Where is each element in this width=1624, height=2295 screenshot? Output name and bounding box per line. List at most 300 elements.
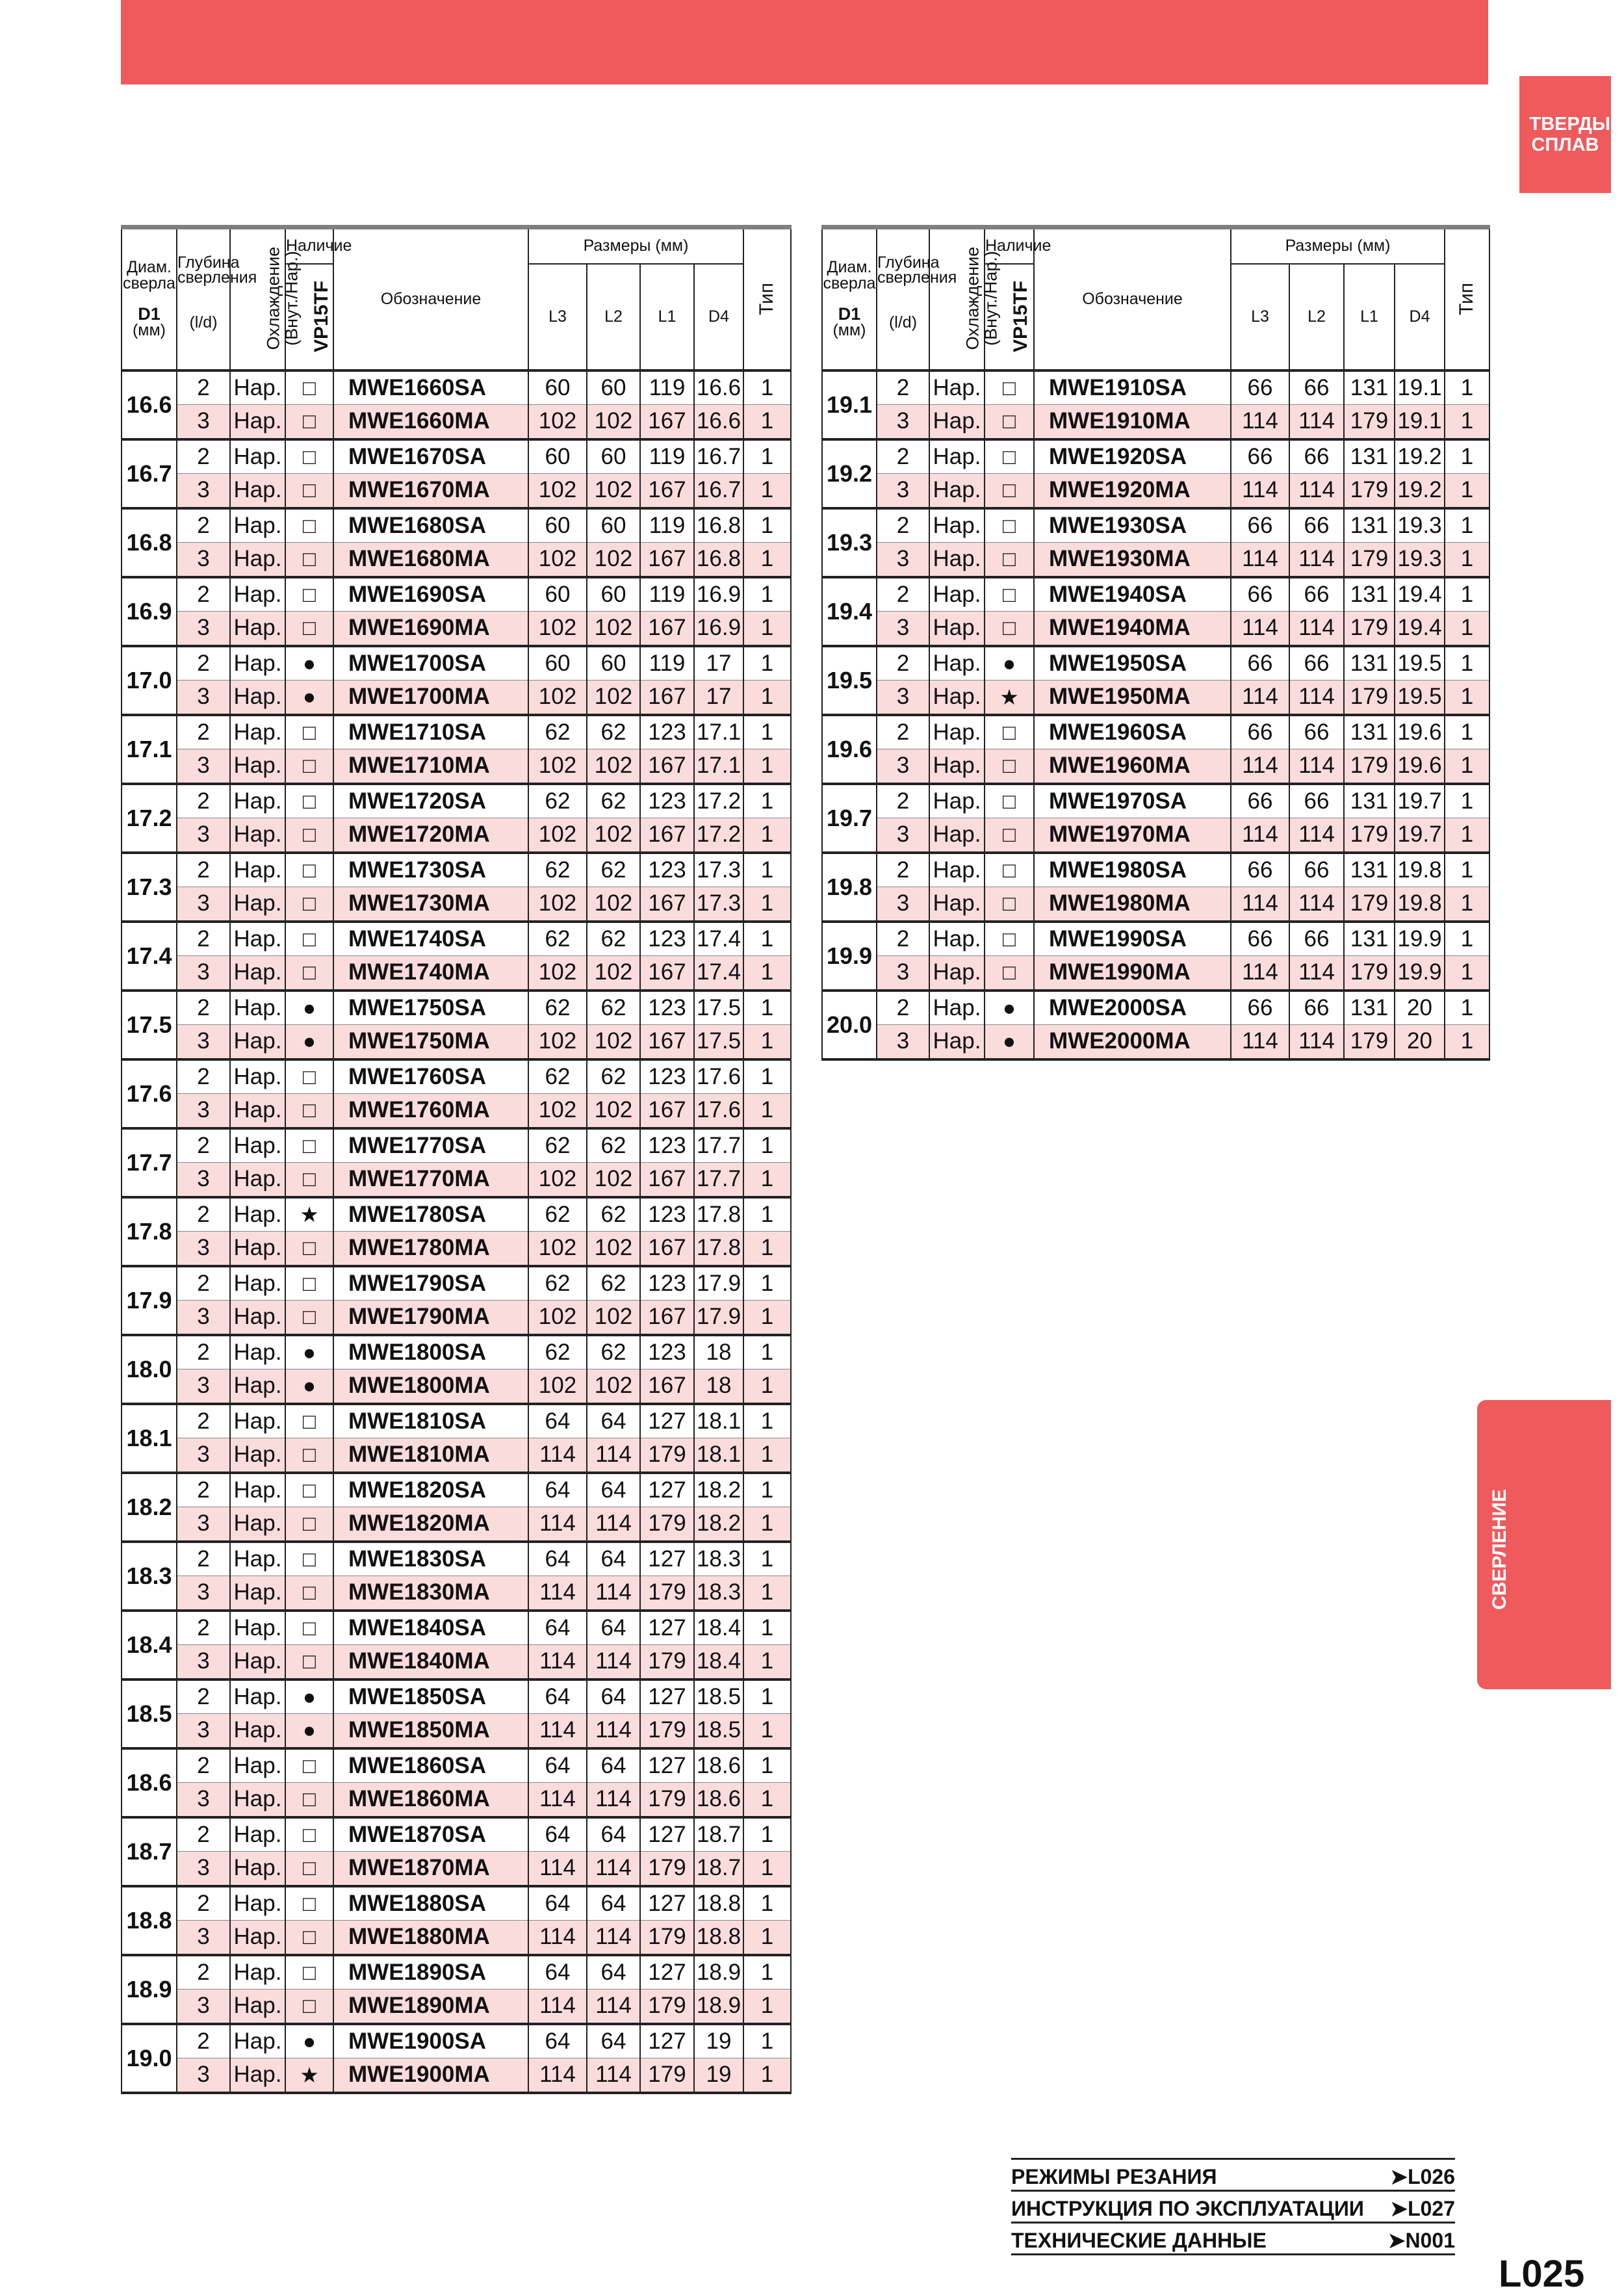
designation-cell: MWE1940MA xyxy=(1034,612,1231,646)
l2-cell: 64 xyxy=(587,1542,640,1576)
table-row xyxy=(122,1852,791,1886)
table-row xyxy=(822,508,1489,543)
cooling-cell: Нар. xyxy=(230,1369,285,1404)
l2-cell: 64 xyxy=(587,1404,640,1438)
cooling-cell: Нар. xyxy=(230,1542,285,1576)
depth-cell: 2 xyxy=(177,1542,230,1576)
availability-symbol: □ xyxy=(985,887,1034,922)
l3-cell: 114 xyxy=(1231,681,1289,715)
l1-cell: 179 xyxy=(640,1645,694,1679)
designation-cell: MWE1780SA xyxy=(333,1197,528,1232)
col-depth: Глубина сверления (l/d) xyxy=(877,227,929,370)
table-row xyxy=(122,1197,791,1232)
cooling-cell: Нар. xyxy=(230,956,285,991)
col-diameter: Диам. сверла D1 (мм) xyxy=(822,227,877,370)
col-availability: Наличие xyxy=(285,227,333,264)
l3-cell: 64 xyxy=(528,1955,587,1990)
l2-cell: 60 xyxy=(587,370,640,405)
l3-cell: 64 xyxy=(528,1611,587,1645)
cooling-cell: Нар. xyxy=(230,1335,285,1369)
l2-cell: 64 xyxy=(587,1473,640,1507)
depth-cell: 2 xyxy=(177,1128,230,1163)
designation-cell: MWE1890SA xyxy=(333,1955,528,1990)
l1-cell: 179 xyxy=(1344,405,1395,439)
footer-link-instructions[interactable]: ИНСТРУКЦИЯ ПО ЭКСПЛУАТАЦИИ ➤L027 xyxy=(1011,2192,1455,2224)
cooling-cell: Нар. xyxy=(929,853,985,887)
table-row xyxy=(122,749,791,784)
table-row xyxy=(122,922,791,956)
drill-diameter: 18.9 xyxy=(122,1955,177,2024)
d4-cell: 18.8 xyxy=(694,1886,743,1921)
drill-diameter: 18.2 xyxy=(122,1473,177,1542)
depth-cell: 3 xyxy=(177,749,230,784)
l3-cell: 114 xyxy=(528,1645,587,1679)
type-cell: 1 xyxy=(1445,853,1489,887)
cooling-cell: Нар. xyxy=(230,1438,285,1473)
drill-diameter: 17.9 xyxy=(122,1266,177,1335)
type-cell: 1 xyxy=(743,405,791,439)
type-cell: 1 xyxy=(1445,922,1489,956)
l3-cell: 64 xyxy=(528,2024,587,2058)
cooling-cell: Нар. xyxy=(230,818,285,853)
d4-cell: 18.2 xyxy=(694,1473,743,1507)
depth-cell: 2 xyxy=(877,853,929,887)
drill-diameter: 16.8 xyxy=(122,508,177,577)
cooling-cell: Нар. xyxy=(929,405,985,439)
l2-cell: 64 xyxy=(587,1886,640,1921)
drill-diameter: 19.3 xyxy=(822,508,877,577)
l1-cell: 179 xyxy=(640,1576,694,1611)
designation-cell: MWE1720MA xyxy=(333,818,528,853)
availability-symbol: □ xyxy=(985,612,1034,646)
designation-cell: MWE1930MA xyxy=(1034,543,1231,577)
d4-cell: 17 xyxy=(694,646,743,681)
l1-cell: 167 xyxy=(640,1232,694,1266)
drill-diameter: 18.4 xyxy=(122,1611,177,1679)
type-cell: 1 xyxy=(743,1266,791,1301)
depth-cell: 3 xyxy=(877,681,929,715)
availability-symbol: □ xyxy=(285,1473,333,1507)
l3-cell: 102 xyxy=(528,405,587,439)
type-cell: 1 xyxy=(743,1714,791,1748)
table-row xyxy=(122,1473,791,1507)
l1-cell: 131 xyxy=(1344,508,1395,543)
table-row xyxy=(122,681,791,715)
type-cell: 1 xyxy=(743,922,791,956)
section-tab-label: СВЕРЛЕНИЕ xyxy=(1489,1489,1510,1610)
table-row xyxy=(122,1611,791,1645)
footer-link-technical[interactable]: ТЕХНИЧЕСКИЕ ДАННЫЕ ➤N001 xyxy=(1011,2224,1455,2255)
d4-cell: 19.5 xyxy=(1395,646,1445,681)
depth-cell: 3 xyxy=(177,681,230,715)
l3-cell: 60 xyxy=(528,577,587,612)
designation-cell: MWE1870SA xyxy=(333,1817,528,1852)
designation-cell: MWE1840SA xyxy=(333,1611,528,1645)
designation-cell: MWE1720SA xyxy=(333,784,528,818)
table-row xyxy=(122,1645,791,1679)
l1-cell: 167 xyxy=(640,956,694,991)
drill-diameter: 19.4 xyxy=(822,577,877,646)
col-l1: L1 xyxy=(640,264,694,370)
d4-cell: 17.1 xyxy=(694,749,743,784)
designation-cell: MWE1880SA xyxy=(333,1886,528,1921)
drill-diameter: 17.3 xyxy=(122,853,177,922)
l1-cell: 179 xyxy=(1344,612,1395,646)
designation-cell: MWE2000SA xyxy=(1034,991,1231,1025)
l3-cell: 66 xyxy=(1231,370,1289,405)
type-cell: 1 xyxy=(1445,818,1489,853)
type-cell: 1 xyxy=(743,1232,791,1266)
table-row xyxy=(122,508,791,543)
table-row xyxy=(122,577,791,612)
d4-cell: 17.9 xyxy=(694,1301,743,1335)
type-cell: 1 xyxy=(1445,956,1489,991)
l3-cell: 62 xyxy=(528,1059,587,1094)
designation-cell: MWE1710SA xyxy=(333,715,528,749)
type-cell: 1 xyxy=(743,2058,791,2093)
l1-cell: 179 xyxy=(640,1438,694,1473)
availability-symbol: ★ xyxy=(285,2058,333,2093)
availability-symbol: ● xyxy=(985,991,1034,1025)
type-cell: 1 xyxy=(743,370,791,405)
l2-cell: 60 xyxy=(587,508,640,543)
l2-cell: 66 xyxy=(1289,853,1344,887)
table-row xyxy=(822,405,1489,439)
designation-cell: MWE1940SA xyxy=(1034,577,1231,612)
type-cell: 1 xyxy=(743,887,791,922)
availability-symbol: □ xyxy=(285,508,333,543)
table-row xyxy=(122,715,791,749)
depth-cell: 3 xyxy=(177,1438,230,1473)
l3-cell: 62 xyxy=(528,1266,587,1301)
availability-symbol: □ xyxy=(285,1542,333,1576)
l1-cell: 127 xyxy=(640,1542,694,1576)
cooling-cell: Нар. xyxy=(230,1852,285,1886)
d4-cell: 18.5 xyxy=(694,1714,743,1748)
cooling-cell: Нар. xyxy=(230,1163,285,1197)
l2-cell: 102 xyxy=(587,1094,640,1128)
cooling-cell: Нар. xyxy=(230,1921,285,1955)
type-cell: 1 xyxy=(743,1611,791,1645)
cooling-cell: Нар. xyxy=(929,1025,985,1059)
cooling-cell: Нар. xyxy=(929,612,985,646)
type-cell: 1 xyxy=(1445,681,1489,715)
availability-symbol: ● xyxy=(285,1714,333,1748)
l1-cell: 119 xyxy=(640,370,694,405)
table-row xyxy=(122,1507,791,1542)
l1-cell: 127 xyxy=(640,1679,694,1714)
l1-cell: 179 xyxy=(1344,956,1395,991)
l1-cell: 123 xyxy=(640,784,694,818)
table-row xyxy=(122,1542,791,1576)
l2-cell: 114 xyxy=(587,1438,640,1473)
l2-cell: 62 xyxy=(587,1128,640,1163)
l3-cell: 102 xyxy=(528,1301,587,1335)
type-cell: 1 xyxy=(743,577,791,612)
l3-cell: 62 xyxy=(528,991,587,1025)
section-tab-carbide[interactable] xyxy=(1519,76,1624,193)
table-row xyxy=(122,1438,791,1473)
col-cooling: Охлаждение (Внут./Нар.) xyxy=(929,227,985,370)
l2-cell: 102 xyxy=(587,749,640,784)
l2-cell: 102 xyxy=(587,405,640,439)
designation-cell: MWE1780MA xyxy=(333,1232,528,1266)
availability-symbol: □ xyxy=(285,1921,333,1955)
d4-cell: 16.6 xyxy=(694,370,743,405)
l1-cell: 167 xyxy=(640,1369,694,1404)
l1-cell: 131 xyxy=(1344,784,1395,818)
cooling-cell: Нар. xyxy=(230,1817,285,1852)
depth-cell: 3 xyxy=(877,887,929,922)
l2-cell: 114 xyxy=(1289,681,1344,715)
designation-cell: MWE1830SA xyxy=(333,1542,528,1576)
depth-cell: 2 xyxy=(177,922,230,956)
table-row xyxy=(122,2058,791,2093)
d4-cell: 16.9 xyxy=(694,577,743,612)
footer-links xyxy=(1011,2158,1455,2255)
type-cell: 1 xyxy=(743,1197,791,1232)
d4-cell: 18.6 xyxy=(694,1748,743,1783)
drill-diameter: 16.7 xyxy=(122,439,177,508)
cooling-cell: Нар. xyxy=(230,1714,285,1748)
depth-cell: 3 xyxy=(877,956,929,991)
availability-symbol: □ xyxy=(985,818,1034,853)
type-cell: 1 xyxy=(743,1990,791,2024)
d4-cell: 18.5 xyxy=(694,1679,743,1714)
depth-cell: 2 xyxy=(177,646,230,681)
availability-symbol: □ xyxy=(285,922,333,956)
l2-cell: 102 xyxy=(587,818,640,853)
depth-cell: 3 xyxy=(177,1232,230,1266)
l3-cell: 62 xyxy=(528,715,587,749)
drill-diameter: 19.6 xyxy=(822,715,877,784)
cooling-cell: Нар. xyxy=(230,1679,285,1714)
cooling-cell: Нар. xyxy=(929,956,985,991)
designation-cell: MWE1670MA xyxy=(333,474,528,508)
cooling-cell: Нар. xyxy=(929,370,985,405)
drill-diameter: 19.0 xyxy=(122,2024,177,2093)
availability-symbol: □ xyxy=(985,784,1034,818)
l2-cell: 60 xyxy=(587,439,640,474)
d4-cell: 17.5 xyxy=(694,991,743,1025)
col-l3: L3 xyxy=(528,264,587,370)
designation-cell: MWE1850SA xyxy=(333,1679,528,1714)
l3-cell: 114 xyxy=(1231,543,1289,577)
l1-cell: 179 xyxy=(1344,681,1395,715)
l2-cell: 102 xyxy=(587,1163,640,1197)
l2-cell: 62 xyxy=(587,853,640,887)
l2-cell: 60 xyxy=(587,646,640,681)
drill-diameter: 19.5 xyxy=(822,646,877,715)
designation-cell: MWE1890MA xyxy=(333,1990,528,2024)
availability-symbol: □ xyxy=(285,474,333,508)
d4-cell: 17.7 xyxy=(694,1163,743,1197)
l2-cell: 102 xyxy=(587,1301,640,1335)
depth-cell: 3 xyxy=(177,1025,230,1059)
depth-cell: 3 xyxy=(877,1025,929,1059)
col-l3: L3 xyxy=(1231,264,1289,370)
l2-cell: 114 xyxy=(587,1990,640,2024)
drill-diameter: 17.0 xyxy=(122,646,177,715)
l2-cell: 114 xyxy=(1289,405,1344,439)
d4-cell: 17.1 xyxy=(694,715,743,749)
type-cell: 1 xyxy=(743,1473,791,1507)
type-cell: 1 xyxy=(743,1783,791,1817)
depth-cell: 2 xyxy=(177,1266,230,1301)
l2-cell: 114 xyxy=(1289,474,1344,508)
availability-symbol: □ xyxy=(985,853,1034,887)
l1-cell: 123 xyxy=(640,1266,694,1301)
l1-cell: 179 xyxy=(1344,887,1395,922)
depth-cell: 3 xyxy=(877,612,929,646)
drill-diameter: 17.7 xyxy=(122,1128,177,1197)
l2-cell: 62 xyxy=(587,991,640,1025)
cooling-cell: Нар. xyxy=(230,1611,285,1645)
cooling-cell: Нар. xyxy=(230,1197,285,1232)
designation-cell: MWE2000MA xyxy=(1034,1025,1231,1059)
table-row xyxy=(122,1163,791,1197)
l1-cell: 119 xyxy=(640,439,694,474)
type-cell: 1 xyxy=(743,956,791,991)
type-cell: 1 xyxy=(743,1576,791,1611)
col-type: Тип xyxy=(743,227,791,370)
depth-cell: 3 xyxy=(177,1369,230,1404)
depth-cell: 3 xyxy=(177,1094,230,1128)
l1-cell: 167 xyxy=(640,612,694,646)
d4-cell: 18.1 xyxy=(694,1404,743,1438)
l3-cell: 114 xyxy=(1231,956,1289,991)
l2-cell: 66 xyxy=(1289,922,1344,956)
d4-cell: 19.2 xyxy=(1395,439,1445,474)
cooling-cell: Нар. xyxy=(929,991,985,1025)
table-row xyxy=(122,1128,791,1163)
l2-cell: 64 xyxy=(587,1817,640,1852)
l1-cell: 179 xyxy=(1344,474,1395,508)
l2-cell: 102 xyxy=(587,474,640,508)
drill-diameter: 18.0 xyxy=(122,1335,177,1404)
designation-cell: MWE1730SA xyxy=(333,853,528,887)
l3-cell: 66 xyxy=(1231,715,1289,749)
availability-symbol: □ xyxy=(285,1128,333,1163)
drill-diameter: 19.2 xyxy=(822,439,877,508)
designation-cell: MWE1920MA xyxy=(1034,474,1231,508)
table-row xyxy=(122,646,791,681)
designation-cell: MWE1930SA xyxy=(1034,508,1231,543)
d4-cell: 19.6 xyxy=(1395,749,1445,784)
l3-cell: 102 xyxy=(528,1232,587,1266)
type-cell: 1 xyxy=(743,1438,791,1473)
type-cell: 1 xyxy=(743,1507,791,1542)
cooling-cell: Нар. xyxy=(230,1783,285,1817)
l1-cell: 131 xyxy=(1344,853,1395,887)
availability-symbol: □ xyxy=(985,956,1034,991)
l1-cell: 131 xyxy=(1344,439,1395,474)
depth-cell: 2 xyxy=(177,577,230,612)
table-row xyxy=(122,1783,791,1817)
page-number: L025 xyxy=(1499,2253,1585,2295)
depth-cell: 2 xyxy=(877,715,929,749)
d4-cell: 17.3 xyxy=(694,887,743,922)
depth-cell: 3 xyxy=(177,405,230,439)
l1-cell: 167 xyxy=(640,543,694,577)
l1-cell: 179 xyxy=(1344,749,1395,784)
type-cell: 1 xyxy=(743,2024,791,2058)
depth-cell: 3 xyxy=(177,1714,230,1748)
table-row xyxy=(122,439,791,474)
d4-cell: 17.2 xyxy=(694,818,743,853)
availability-symbol: □ xyxy=(285,853,333,887)
designation-cell: MWE1760MA xyxy=(333,1094,528,1128)
l2-cell: 64 xyxy=(587,2024,640,2058)
type-cell: 1 xyxy=(743,1921,791,1955)
table-row xyxy=(822,612,1489,646)
depth-cell: 2 xyxy=(877,439,929,474)
l3-cell: 102 xyxy=(528,818,587,853)
drill-diameter: 18.1 xyxy=(122,1404,177,1473)
availability-symbol: □ xyxy=(285,1404,333,1438)
type-cell: 1 xyxy=(1445,1025,1489,1059)
l3-cell: 66 xyxy=(1231,439,1289,474)
l1-cell: 127 xyxy=(640,1611,694,1645)
l3-cell: 60 xyxy=(528,508,587,543)
table-row xyxy=(822,681,1489,715)
section-tab-drilling[interactable] xyxy=(1477,1400,1611,1689)
l2-cell: 102 xyxy=(587,1369,640,1404)
designation-cell: MWE1820MA xyxy=(333,1507,528,1542)
depth-cell: 2 xyxy=(177,1473,230,1507)
type-cell: 1 xyxy=(1445,887,1489,922)
type-cell: 1 xyxy=(743,715,791,749)
d4-cell: 18.7 xyxy=(694,1817,743,1852)
type-cell: 1 xyxy=(743,1128,791,1163)
l3-cell: 114 xyxy=(1231,818,1289,853)
l1-cell: 119 xyxy=(640,508,694,543)
designation-cell: MWE1790MA xyxy=(333,1301,528,1335)
drill-diameter: 19.1 xyxy=(822,370,877,439)
l2-cell: 102 xyxy=(587,887,640,922)
table-row xyxy=(822,646,1489,681)
designation-cell: MWE1800MA xyxy=(333,1369,528,1404)
type-cell: 1 xyxy=(743,1748,791,1783)
availability-symbol: ★ xyxy=(285,1197,333,1232)
l3-cell: 114 xyxy=(1231,749,1289,784)
type-cell: 1 xyxy=(743,543,791,577)
l3-cell: 102 xyxy=(528,956,587,991)
l3-cell: 114 xyxy=(1231,612,1289,646)
type-cell: 1 xyxy=(743,439,791,474)
availability-symbol: □ xyxy=(985,543,1034,577)
d4-cell: 19.4 xyxy=(1395,612,1445,646)
l3-cell: 62 xyxy=(528,1335,587,1369)
depth-cell: 3 xyxy=(177,543,230,577)
type-cell: 1 xyxy=(1445,646,1489,681)
depth-cell: 3 xyxy=(177,1301,230,1335)
table-row xyxy=(122,1886,791,1921)
type-cell: 1 xyxy=(1445,991,1489,1025)
availability-symbol: □ xyxy=(985,474,1034,508)
cooling-cell: Нар. xyxy=(929,543,985,577)
d4-cell: 18.8 xyxy=(694,1921,743,1955)
footer-link-cutting[interactable]: РЕЖИМЫ РЕЗАНИЯ ➤L026 xyxy=(1011,2158,1455,2192)
d4-cell: 18 xyxy=(694,1369,743,1404)
table-row xyxy=(822,543,1489,577)
l3-cell: 66 xyxy=(1231,922,1289,956)
designation-cell: MWE1910SA xyxy=(1034,370,1231,405)
d4-cell: 18.9 xyxy=(694,1955,743,1990)
depth-cell: 3 xyxy=(877,749,929,784)
availability-symbol: □ xyxy=(285,612,333,646)
depth-cell: 3 xyxy=(177,818,230,853)
